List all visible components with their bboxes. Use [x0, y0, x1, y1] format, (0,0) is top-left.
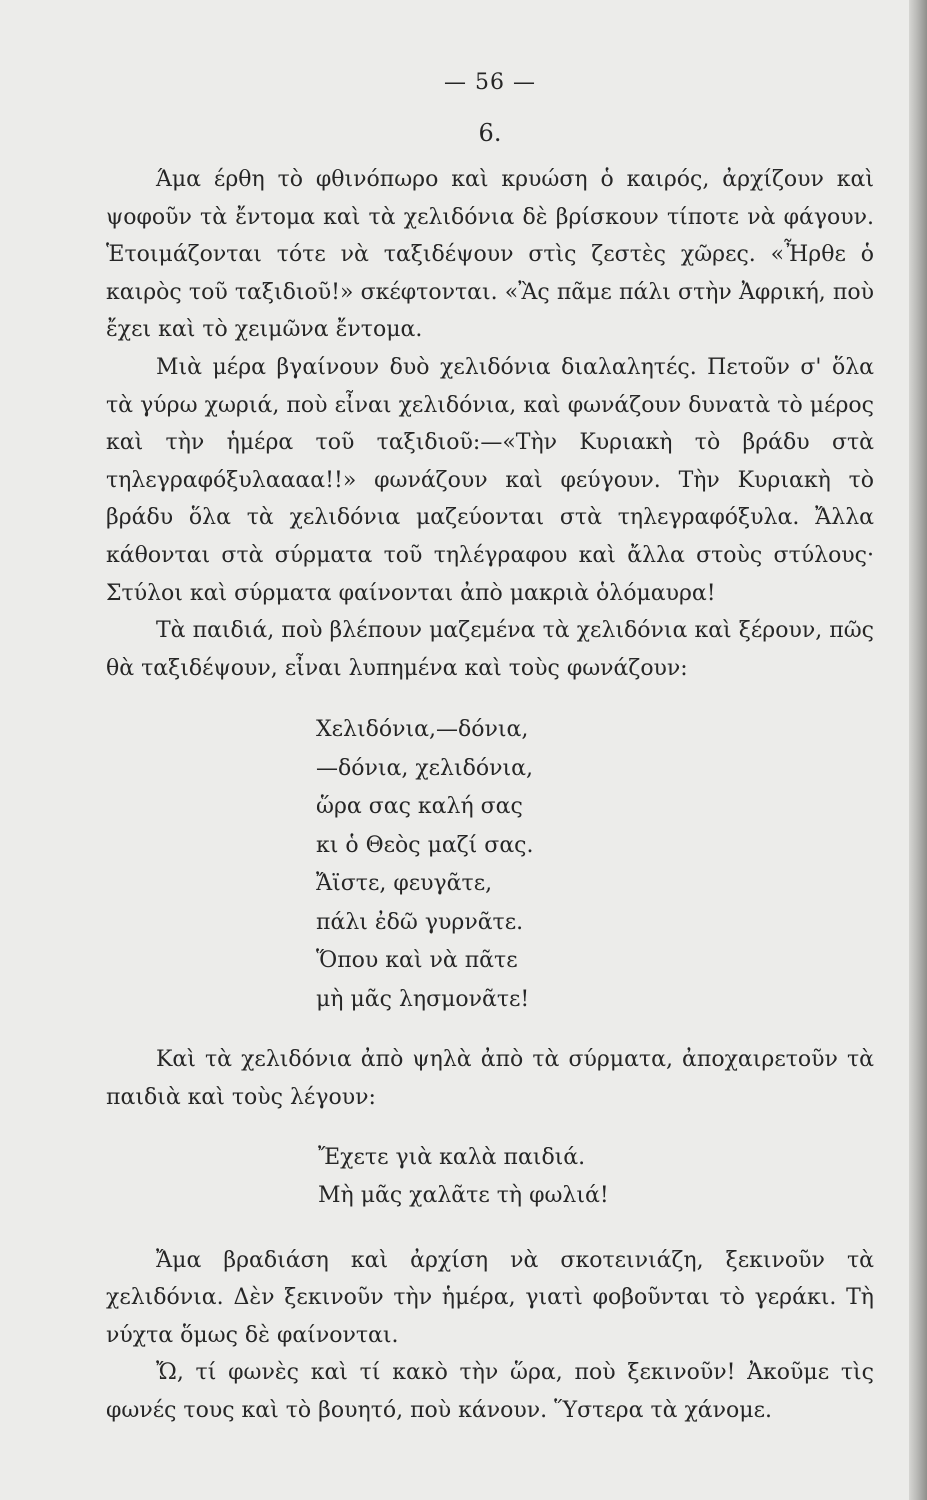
poem-line: Ἔχετε γιὰ καλὰ παιδιά.: [318, 1144, 586, 1170]
poem-line: Ὅπου καὶ νὰ πᾶτε: [316, 948, 518, 974]
paragraph-evening: Ἄμα βραδιάση καὶ ἀρχίση νὰ σκοτεινιάζη, ξεκινοῦν τὰ χελιδόνια. Δὲν ξεκινοῦν τὴν ἡμέρα, γιατὶ φοβοῦνται τὸ γεράκι. Τὴ νύχτα ὅμως δὲ φαίνονται.: [106, 1247, 874, 1348]
poem-line: μὴ μᾶς λησμονᾶτε!: [316, 986, 530, 1012]
paragraph-swallows-reply: Καὶ τὰ χελιδόνια ἀπὸ ψηλὰ ἀπὸ τὰ σύρματα, ἀποχαιρετοῦν τὰ παιδιὰ καὶ τοὺς λέγουν:: [106, 1047, 874, 1110]
paragraph-announcers: Μιὰ μέρα βγαίνουν δυὸ χελιδόνια διαλαλητές. Πετοῦν σ' ὅλα τὰ γύρω χωριά, ποὺ εἶναι χελιδόνια, καὶ φωνάζουν δυνατὰ τὸ μέρος καὶ τὴν ἡμέρα τοῦ ταξιδιοῦ:—«Τὴν Κυριακὴ τὸ βράδυ στὰ τηλεγραφόξυλαααα!!» φωνάζουν καὶ φεύγουν. Τὴν Κυριακὴ τὸ βράδυ ὅλα τὰ χελιδόνια μαζεύονται στὰ τηλεγραφόξυλα. Ἄλλα κάθονται στὰ σύρματα τοῦ τηλέγραφου καὶ ἄλλα στοὺς στύλους· Στύλοι καὶ σύρματα φαίνονται ἀπὸ μακριὰ ὁλόμαυρα!: [106, 354, 874, 606]
paragraph-autumn: Άμα έρθη τὸ φθινόπωρο καὶ κρυώση ὁ καιρός, ἀρχίζουν καὶ ψοφοῦν τὰ ἔντομα καὶ τὰ χελιδόνια δὲ βρίσκουν τίποτε νὰ φάγουν. Ἑτοιμάζονται τότε νὰ ταξιδέψουν στὶς ζεστὲς χῶρες. «Ἦρθε ὁ καιρὸς τοῦ ταξιδιοῦ!» σκέφτονται. «Ἂς πᾶμε πάλι στὴν Ἀφρική, ποὺ ἔχει καὶ τὸ χειμῶνα ἔντομα.: [106, 167, 874, 343]
book-page: [106, 60, 874, 1429]
poem-line: Ἄϊστε, φευγᾶτε,: [316, 871, 493, 897]
paragraph-departure: Ὤ, τί φωνὲς καὶ τί κακὸ τὴν ὥρα, ποὺ ξεκινοῦν! Ἀκοῦμε τὶς φωνές τους καὶ τὸ βουητό, ποὺ κάνουν. Ὕστερα τὰ χάνομε.: [106, 1360, 874, 1423]
poem-line: Μὴ μᾶς χαλᾶτε τὴ φωλιά!: [318, 1183, 609, 1208]
page-number: — 56 —: [444, 70, 536, 95]
paragraph-children: Τὰ παιδιά, ποὺ βλέπουν μαζεμένα τὰ χελιδόνια καὶ ξέρουν, πῶς θὰ ταξιδέψουν, εἶναι λυπημένα καὶ τοὺς φωνάζουν:: [106, 618, 874, 681]
page-edge-shadow: [909, 0, 927, 1500]
poem-line: πάλι ἐδῶ γυρνᾶτε.: [316, 909, 524, 935]
poem-line: —δόνια, χελιδόνια,: [316, 755, 533, 781]
poem-line: ὥρα σας καλή σας: [316, 794, 523, 820]
children-poem: [316, 711, 874, 1019]
poem-line: Χελιδόνια,—δόνια,: [316, 717, 529, 743]
section-number: 6.: [478, 119, 502, 147]
swallows-poem: [318, 1139, 874, 1216]
poem-line: κι ὁ Θεὸς μαζί σας.: [316, 832, 534, 858]
